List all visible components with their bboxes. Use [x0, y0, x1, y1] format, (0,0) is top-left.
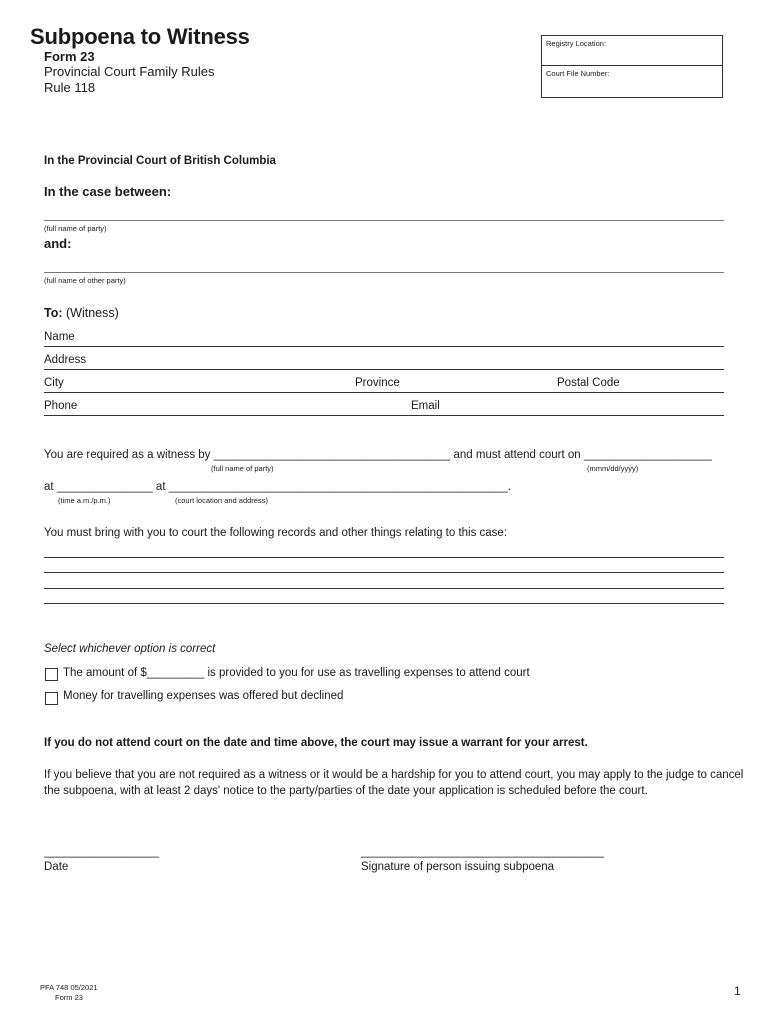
other-party-name-hint: (full name of other party)	[44, 276, 126, 285]
form-code: PFA 748 05/2021	[40, 983, 98, 992]
city-province-postal-line[interactable]	[44, 392, 724, 393]
form-number: Form 23	[44, 49, 95, 64]
cancel-instruction-line-1: If you believe that you are not required as a witness or it would be a hardship for you to attend court, you may apply to the judge to cancel	[44, 769, 744, 781]
travel-expenses-provided-checkbox[interactable]	[45, 668, 58, 681]
options-heading: Select whichever option is correct	[44, 643, 216, 655]
date-label: Date	[44, 861, 69, 873]
party-name-line[interactable]	[44, 220, 724, 221]
date-signature-field[interactable]: __________________	[44, 846, 160, 858]
phone-email-line[interactable]	[44, 415, 724, 416]
court-location-field[interactable]: _____________________________________________________.	[168, 481, 511, 493]
at-label-2: at	[152, 481, 169, 493]
required-text: You are required as a witness by	[44, 449, 214, 461]
witness-heading	[44, 306, 119, 320]
page-number: 1	[734, 984, 741, 998]
party-hint: (full name of party)	[211, 464, 274, 473]
party-name-hint: (full name of party)	[44, 224, 107, 233]
travel-expenses-provided-label: The amount of $_________ is provided to you for use as travelling expenses to attend court	[63, 667, 530, 679]
court-file-number-label: Court File Number:	[546, 69, 610, 78]
name-label: Name	[44, 331, 75, 343]
court-file-number-field[interactable]	[546, 79, 718, 94]
attend-text: and must attend court on	[450, 449, 584, 461]
page-title: Subpoena to Witness	[30, 24, 250, 49]
rule-number: Rule 118	[44, 80, 96, 95]
court-name: In the Provincial Court of British Columbia	[44, 155, 276, 167]
location-hint: (court location and address)	[175, 496, 268, 505]
attend-date-field[interactable]: ____________________	[583, 449, 712, 461]
requirement-line-2	[44, 481, 511, 493]
name-field-line[interactable]	[44, 346, 724, 347]
rules-name: Provincial Court Family Rules	[44, 64, 215, 79]
address-field-line[interactable]	[44, 369, 724, 370]
records-line[interactable]	[44, 588, 724, 589]
issuer-signature-label: Signature of person issuing subpoena	[361, 861, 555, 873]
records-instruction: You must bring with you to court the following records and other things relating to this case:	[44, 527, 508, 539]
date-hint: (mmm/dd/yyyy)	[587, 464, 639, 473]
travel-expenses-declined-label: Money for travelling expenses was offered but declined	[63, 690, 344, 702]
and-label: and:	[44, 236, 72, 251]
travel-expenses-declined-checkbox[interactable]	[45, 692, 58, 705]
records-line[interactable]	[44, 603, 724, 604]
address-label: Address	[44, 354, 87, 366]
time-hint: (time a.m./p.m.)	[58, 496, 111, 505]
at-label: at	[44, 481, 57, 493]
province-label: Province	[355, 377, 400, 389]
issuer-signature-field[interactable]: ______________________________________	[361, 846, 605, 858]
requirement-line-1	[44, 449, 712, 461]
other-party-name-line[interactable]	[44, 272, 724, 273]
registry-box-divider	[542, 65, 722, 66]
case-heading: In the case between:	[44, 184, 172, 199]
attend-time-field[interactable]: _______________	[56, 481, 153, 493]
warrant-warning: If you do not attend court on the date and time above, the court may issue a warrant for your arrest.	[44, 737, 588, 749]
cancel-instruction-line-2: the subpoena, with at least 2 days' notice to the party/parties of the date your application is scheduled before the court.	[44, 785, 648, 797]
phone-label: Phone	[44, 400, 78, 412]
registry-location-field[interactable]	[602, 48, 718, 63]
email-label: Email	[411, 400, 440, 412]
postal-code-label: Postal Code	[557, 377, 620, 389]
records-line[interactable]	[44, 572, 724, 573]
party-name-field[interactable]: _____________________________________	[213, 449, 451, 461]
registry-location-label: Registry Location:	[546, 39, 607, 48]
city-label: City	[44, 377, 64, 389]
records-line[interactable]	[44, 557, 724, 558]
footer-form-number: Form 23	[55, 993, 83, 1002]
witness-label: (Witness)	[66, 306, 119, 320]
registry-box	[541, 35, 723, 98]
to-label: To:	[44, 306, 63, 320]
